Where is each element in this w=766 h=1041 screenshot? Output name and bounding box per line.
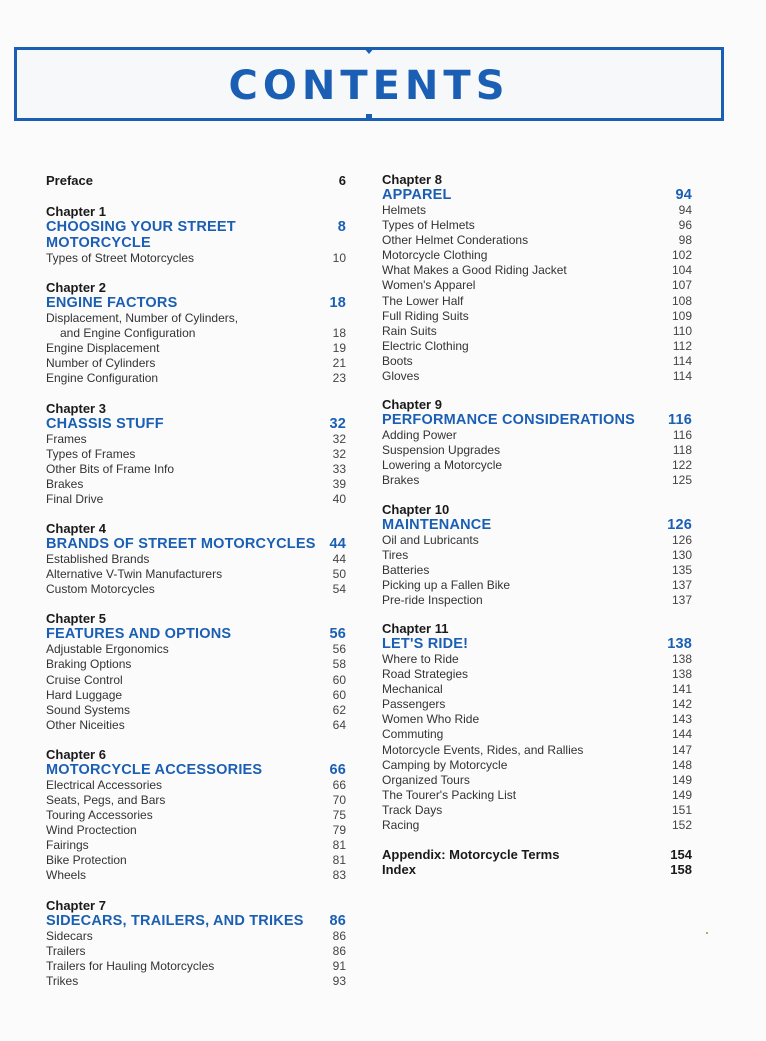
section-page: 70 (332, 792, 346, 807)
toc-section-row[interactable] (46, 567, 346, 582)
section-label: Gloves (382, 369, 420, 384)
chapter-page: 86 (329, 912, 346, 929)
section-page: 32 (332, 431, 346, 446)
toc-section-row[interactable] (46, 718, 346, 733)
chapter-page: 94 (675, 187, 692, 203)
section-page: 86 (332, 928, 346, 943)
chapter-page: 66 (329, 761, 346, 778)
chapter-title: MAINTENANCE (382, 516, 492, 533)
section-page: 137 (671, 577, 692, 592)
section-label: Braking Options (46, 657, 132, 672)
toc-section-row[interactable] (46, 251, 346, 266)
toc-section-row[interactable] (382, 712, 692, 727)
section-label: Motorcycle Events, Rides, and Rallies (382, 742, 584, 757)
section-label: Alternative V-Twin Manufacturers (46, 567, 223, 582)
chapter-title: ENGINE FACTORS (46, 295, 178, 312)
toc-chapter (382, 173, 692, 384)
section-label: Other Bits of Frame Info (46, 461, 175, 476)
paper-speck (706, 932, 708, 934)
section-page: 109 (671, 308, 692, 323)
section-page: 107 (671, 278, 692, 293)
toc-section-row[interactable] (46, 823, 346, 838)
toc-chapter (46, 522, 346, 597)
section-label: Rain Suits (382, 323, 437, 338)
page-title: CONTENTS (228, 63, 510, 109)
back-matter-label: Appendix: Motorcycle Terms (382, 847, 560, 863)
section-page: 23 (332, 371, 346, 386)
section-label: Custom Motorcycles (46, 582, 155, 597)
section-page: 44 (332, 552, 346, 567)
chapter-number: Chapter 11 (382, 620, 449, 636)
spacer (46, 597, 346, 612)
chapter-title-row[interactable] (46, 219, 346, 251)
section-page: 83 (332, 868, 346, 883)
section-page: 149 (671, 787, 692, 802)
section-label: Final Drive (46, 491, 104, 506)
section-label: Passengers (382, 697, 446, 712)
toc-section-row[interactable] (46, 959, 346, 974)
spacer (382, 833, 692, 847)
section-label: Adding Power (382, 428, 457, 443)
toc-section-row[interactable] (382, 788, 692, 803)
section-label: Touring Accessories (46, 808, 153, 823)
back-matter-page: 158 (670, 862, 692, 878)
spacer (46, 733, 346, 748)
section-page: 104 (671, 263, 692, 278)
chapter-title-row[interactable] (46, 626, 346, 642)
section-label: Lowering a Motorcycle (382, 458, 503, 473)
toc-section-row[interactable] (382, 233, 692, 248)
toc-section-row[interactable] (382, 758, 692, 773)
section-label: Wheels (46, 868, 87, 883)
toc-section-row[interactable] (382, 278, 692, 293)
toc-section-row[interactable] (382, 682, 692, 697)
section-label: Seats, Pegs, and Bars (46, 792, 166, 807)
section-label: Commuting (382, 727, 444, 742)
toc-section-row[interactable] (46, 703, 346, 718)
section-label: Women's Apparel (382, 278, 476, 293)
chapter-title: BRANDS OF STREET MOTORCYCLES (46, 536, 316, 553)
toc-section-row[interactable] (46, 477, 346, 492)
toc-section-row[interactable] (46, 582, 346, 597)
toc-section-row[interactable] (382, 727, 692, 742)
toc-section-row[interactable] (46, 778, 346, 793)
chapter-page: 8 (337, 219, 346, 235)
section-label: Other Helmet Conderations (382, 233, 529, 248)
toc-section-row[interactable] (46, 688, 346, 703)
section-page: 54 (332, 582, 346, 597)
toc-chapter (46, 612, 346, 733)
toc-section-row[interactable] (46, 808, 346, 823)
toc-section-row[interactable] (46, 311, 346, 326)
spacer (382, 489, 692, 503)
toc-section-row[interactable] (46, 642, 346, 657)
section-label: Fairings (46, 838, 89, 853)
section-label: Other Niceities (46, 717, 125, 732)
section-label: Frames (46, 431, 87, 446)
section-label: Types of Frames (46, 446, 136, 461)
section-page: 60 (332, 687, 346, 702)
section-page: 142 (671, 697, 692, 712)
chapter-page: 32 (329, 415, 346, 432)
section-page: 144 (671, 727, 692, 742)
chapter-number: Chapter 2 (46, 280, 106, 296)
section-page: 98 (678, 233, 692, 248)
section-label: Displacement, Number of Cylinders, (46, 311, 239, 326)
section-page: 141 (671, 682, 692, 697)
section-page: 138 (671, 667, 692, 682)
section-page: 75 (332, 808, 346, 823)
toc-back-matter-row[interactable] (382, 862, 692, 877)
section-label: Sidecars (46, 928, 93, 943)
section-page: 114 (672, 369, 692, 384)
section-page: 19 (332, 341, 346, 356)
toc-section-row[interactable] (46, 868, 346, 883)
section-page: 130 (671, 547, 692, 562)
spacer (46, 507, 346, 522)
chapter-title-row[interactable] (46, 536, 346, 552)
toc-section-row[interactable] (382, 563, 692, 578)
section-label: Wind Proctection (46, 823, 137, 838)
toc-section-row[interactable] (382, 203, 692, 218)
section-label: Trikes (46, 973, 79, 988)
section-label: Women Who Ride (382, 712, 480, 727)
chapter-number: Chapter 5 (46, 611, 106, 627)
toc-section-row[interactable] (382, 667, 692, 682)
section-page: 148 (671, 757, 692, 772)
section-label: Mechanical (382, 682, 443, 697)
chapter-title: FEATURES AND OPTIONS (46, 626, 232, 643)
section-label: Suspension Upgrades (382, 443, 501, 458)
section-page: 137 (671, 592, 692, 607)
chapter-page: 116 (668, 412, 692, 429)
section-page: 10 (332, 251, 346, 265)
section-label: Electric Clothing (382, 338, 469, 353)
section-label: Oil and Lubricants (382, 532, 479, 547)
toc-section-row[interactable] (382, 324, 692, 339)
section-label: Engine Configuration (46, 371, 159, 386)
section-page: 116 (672, 428, 692, 443)
spacer (46, 266, 346, 281)
section-page: 94 (678, 203, 692, 217)
chapter-page: 126 (667, 516, 692, 533)
chapter-page: 56 (329, 626, 346, 643)
chapter-title-row[interactable] (46, 295, 346, 311)
toc-section-row[interactable] (46, 432, 346, 447)
section-page: 62 (332, 702, 346, 717)
toc-chapter (382, 503, 692, 608)
section-page: 40 (332, 491, 346, 506)
spacer (46, 884, 346, 899)
toc-section-row[interactable] (382, 354, 692, 369)
preface-page: 6 (338, 173, 346, 188)
chapter-title-row[interactable] (46, 913, 346, 929)
section-page: 58 (332, 657, 346, 672)
section-page: 138 (671, 651, 692, 666)
section-label: Adjustable Ergonomics (46, 642, 169, 657)
section-page: 112 (672, 338, 692, 353)
toc-chapter (382, 398, 692, 488)
section-page: 32 (332, 446, 346, 461)
toc-section-row[interactable] (382, 309, 692, 324)
toc-chapter (46, 899, 346, 989)
toc-section-row[interactable] (382, 548, 692, 563)
toc-section-row[interactable] (46, 356, 346, 371)
section-label: Number of Cylinders (46, 356, 156, 371)
section-label: Picking up a Fallen Bike (382, 577, 511, 592)
toc-section-row[interactable] (46, 492, 346, 507)
toc-left-column (46, 173, 346, 989)
preface-label: Preface (46, 173, 93, 188)
section-page: 50 (332, 567, 346, 582)
toc-section-row[interactable] (382, 339, 692, 354)
section-label: Established Brands (46, 552, 150, 567)
banner-notch-bottom (366, 114, 372, 118)
chapter-page: 18 (329, 295, 346, 312)
section-page: 18 (332, 326, 346, 341)
toc-section-row[interactable] (46, 944, 346, 959)
toc-section-row[interactable] (382, 697, 692, 712)
toc-section-row[interactable] (382, 428, 692, 443)
toc-section-row[interactable] (382, 218, 692, 233)
chapter-number: Chapter 6 (46, 746, 106, 762)
section-page: 108 (671, 293, 692, 308)
toc-section-row[interactable] (382, 473, 692, 488)
chapter-number: Chapter 3 (46, 400, 106, 416)
section-label: Engine Displacement (46, 341, 160, 356)
section-page: 125 (671, 473, 692, 488)
chapter-number: Chapter 10 (382, 501, 450, 517)
section-page: 56 (332, 642, 346, 657)
toc-section-row[interactable] (382, 773, 692, 788)
spacer (46, 188, 346, 205)
section-label: Electrical Accessories (46, 777, 163, 792)
toc-section-row[interactable] (382, 818, 692, 833)
section-page: 135 (671, 562, 692, 577)
toc-section-row[interactable] (382, 533, 692, 548)
toc-section-row[interactable] (382, 369, 692, 384)
section-page: 81 (332, 853, 346, 868)
section-page: 60 (332, 672, 346, 687)
spacer (382, 384, 692, 398)
section-page: 91 (332, 958, 346, 973)
toc-section-row[interactable] (382, 593, 692, 608)
section-label: Camping by Motorcycle (382, 757, 508, 772)
section-page: 39 (332, 476, 346, 491)
spacer (382, 608, 692, 622)
toc-chapter (46, 281, 346, 386)
section-label: Motorcycle Clothing (382, 248, 488, 263)
chapter-title-row[interactable] (382, 517, 692, 533)
section-page: 102 (671, 248, 692, 263)
toc-section-row[interactable] (382, 743, 692, 758)
contents-banner (14, 47, 724, 121)
section-label: Where to Ride (382, 651, 459, 666)
toc-section-row[interactable] (382, 458, 692, 473)
section-page: 86 (332, 943, 346, 958)
section-label: and Engine Configuration (60, 326, 196, 341)
section-page: 118 (672, 443, 692, 458)
section-page: 64 (332, 717, 346, 732)
section-label: Track Days (382, 802, 443, 817)
toc-section-row[interactable] (46, 552, 346, 567)
section-page: 96 (678, 218, 692, 233)
toc-chapter (46, 402, 346, 507)
section-page: 110 (672, 323, 692, 338)
chapter-title: MOTORCYCLE ACCESSORIES (46, 761, 263, 778)
section-page: 81 (332, 838, 346, 853)
chapter-title-row[interactable] (46, 416, 346, 432)
section-page: 147 (671, 742, 692, 757)
section-page: 21 (332, 356, 346, 371)
toc-section-row[interactable] (46, 341, 346, 356)
section-label: Batteries (382, 562, 430, 577)
toc-section-row[interactable] (382, 652, 692, 667)
chapter-number: Chapter 1 (46, 204, 106, 219)
toc-section-row[interactable] (382, 294, 692, 309)
section-label: Cruise Control (46, 672, 123, 687)
toc-chapter (46, 205, 346, 266)
section-page: 122 (671, 458, 692, 473)
chapter-number: Chapter 9 (382, 397, 442, 413)
section-page: 66 (332, 777, 346, 792)
toc-section-row[interactable] (382, 263, 692, 278)
toc-section-row[interactable] (382, 443, 692, 458)
section-label: Brakes (46, 476, 84, 491)
toc-chapter (46, 748, 346, 884)
chapter-title: LET'S RIDE! (382, 635, 469, 652)
toc-section-row[interactable] (46, 462, 346, 477)
toc-section-row[interactable] (46, 853, 346, 868)
chapter-title: APPAREL (382, 187, 452, 203)
section-label: Helmets (382, 203, 427, 217)
chapter-title: SIDECARS, TRAILERS, AND TRIKES (46, 912, 304, 929)
section-label: Types of Helmets (382, 218, 475, 233)
section-label: Pre-ride Inspection (382, 592, 483, 607)
chapter-title-row[interactable] (382, 636, 692, 652)
section-label: Brakes (382, 473, 420, 488)
toc-section-row[interactable] (46, 326, 346, 341)
section-page: 126 (671, 532, 692, 547)
section-label: Types of Street Motorcycles (46, 251, 195, 265)
chapter-number: Chapter 4 (46, 521, 106, 537)
banner-notch-top (363, 47, 375, 54)
chapter-page: 44 (329, 536, 346, 553)
chapter-title-row[interactable] (46, 762, 346, 778)
toc-right-column (382, 173, 692, 877)
back-matter-page: 154 (670, 847, 692, 863)
toc-preface[interactable] (46, 173, 346, 188)
section-page: 93 (332, 973, 346, 988)
toc-chapter (382, 622, 692, 833)
toc-section-row[interactable] (46, 371, 346, 386)
chapter-page: 138 (667, 635, 692, 652)
section-label: Trailers (46, 943, 86, 958)
section-label: Bike Protection (46, 853, 127, 868)
section-label: Full Riding Suits (382, 308, 469, 323)
chapter-title: PERFORMANCE CONSIDERATIONS (382, 412, 636, 429)
section-label: Organized Tours (382, 772, 470, 787)
toc-section-row[interactable] (46, 929, 346, 944)
toc-section-row[interactable] (46, 447, 346, 462)
toc-section-row[interactable] (46, 793, 346, 808)
toc-section-row[interactable] (382, 248, 692, 263)
section-label: Sound Systems (46, 702, 131, 717)
spacer (46, 387, 346, 402)
section-page: 33 (332, 461, 346, 476)
chapter-title-row[interactable] (382, 187, 692, 203)
toc-section-row[interactable] (46, 838, 346, 853)
section-label: Boots (382, 353, 413, 368)
toc-back-matter-row[interactable] (382, 847, 692, 862)
section-page: 143 (671, 712, 692, 727)
section-label: Racing (382, 818, 420, 832)
section-page: 151 (671, 802, 692, 817)
back-matter-label: Index (382, 862, 416, 878)
toc-section-row[interactable] (46, 657, 346, 672)
chapter-title: CHASSIS STUFF (46, 415, 164, 432)
chapter-number: Chapter 7 (46, 897, 106, 913)
section-page: 79 (332, 823, 346, 838)
toc-section-row[interactable] (382, 803, 692, 818)
section-label: Road Strategies (382, 667, 469, 682)
toc-section-row[interactable] (382, 578, 692, 593)
chapter-number: Chapter 8 (382, 172, 442, 187)
section-label: The Tourer's Packing List (382, 787, 517, 802)
section-page: 149 (671, 772, 692, 787)
section-label: The Lower Half (382, 293, 464, 308)
section-label: Hard Luggage (46, 687, 123, 702)
section-label: What Makes a Good Riding Jacket (382, 263, 567, 278)
chapter-title: CHOOSING YOUR STREET MOTORCYCLE (46, 219, 236, 251)
toc-section-row[interactable] (46, 974, 346, 989)
section-page: 152 (671, 818, 692, 832)
chapter-title-row[interactable] (382, 412, 692, 428)
section-label: Trailers for Hauling Motorcycles (46, 958, 215, 973)
section-label: Tires (382, 547, 409, 562)
toc-section-row[interactable] (46, 673, 346, 688)
section-page: 114 (672, 353, 692, 368)
